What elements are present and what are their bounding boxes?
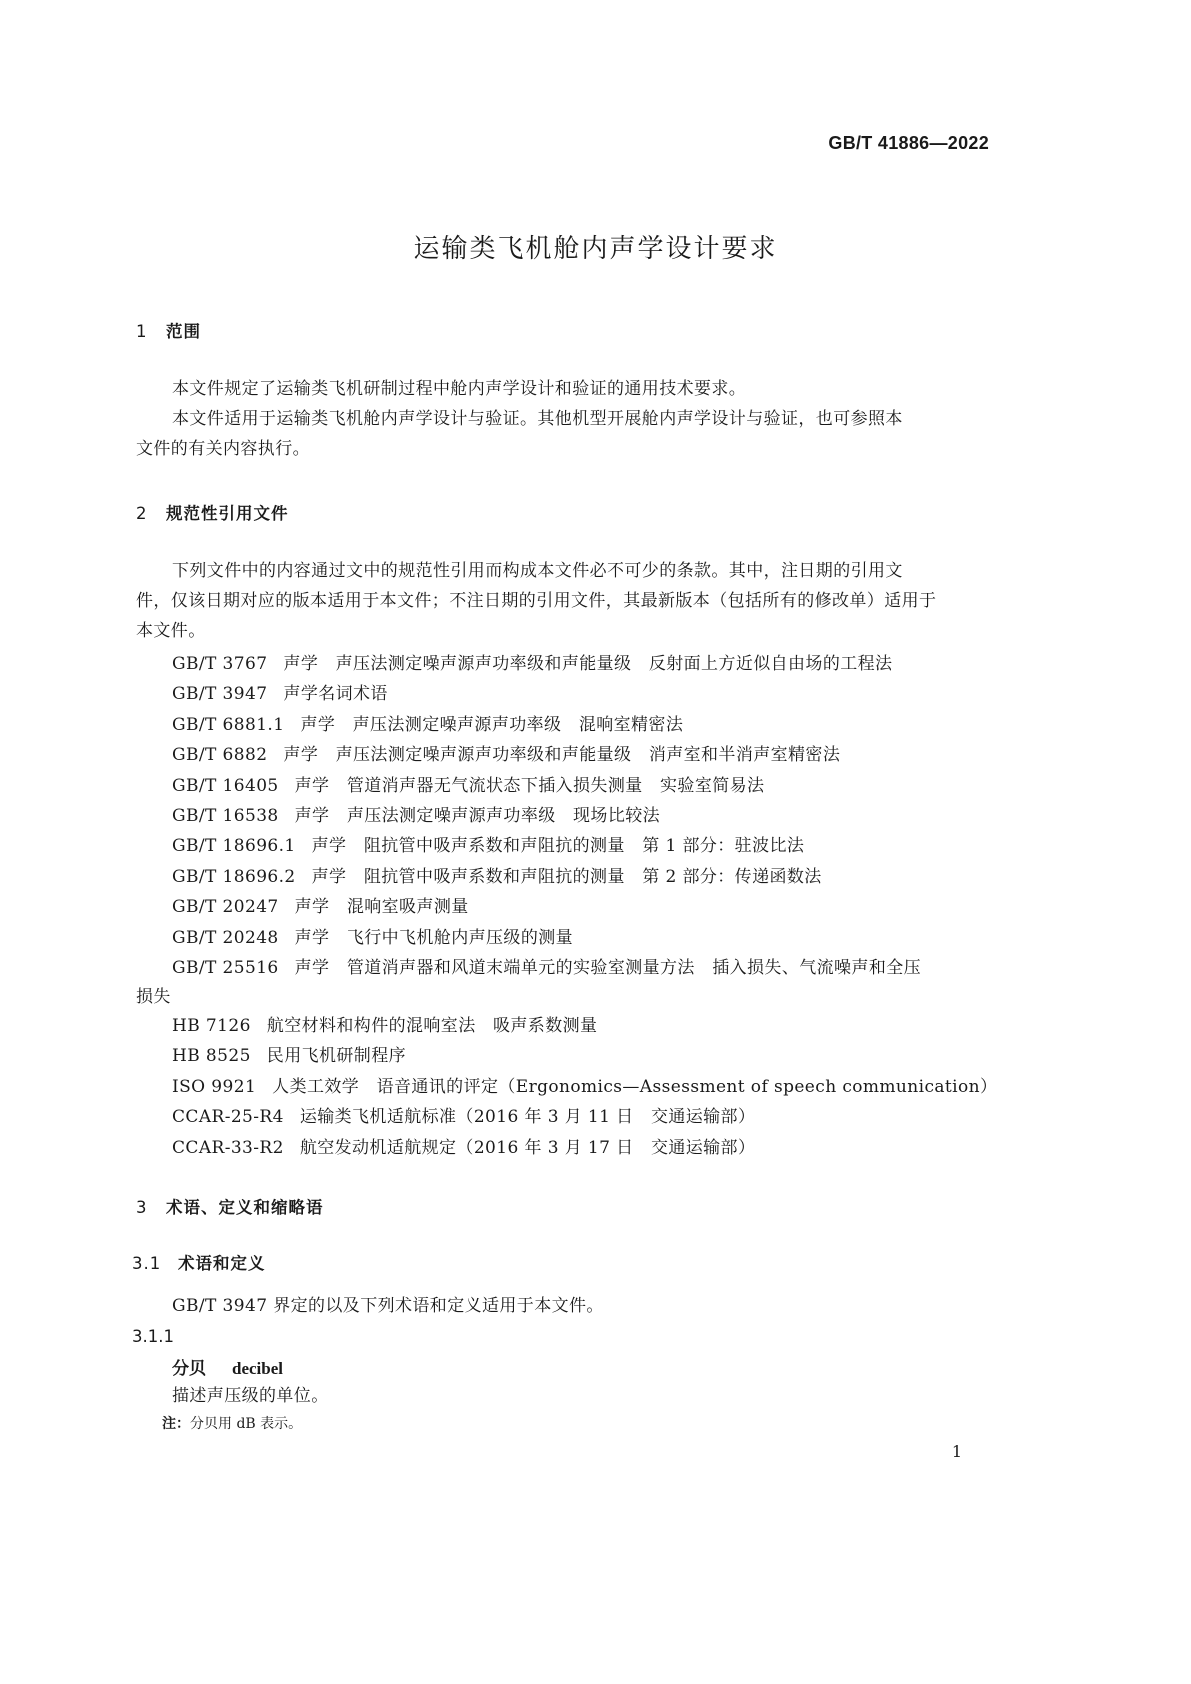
reference-title-continuation: 损失 [136, 987, 171, 1007]
section-3-number: 3 [136, 1198, 148, 1217]
term-entry [172, 1354, 283, 1379]
reference-item [172, 892, 921, 922]
reference-title: 运输类飞机适航标准（2016 年 3 月 11 日 交通运输部） [299, 1107, 756, 1128]
page-number: 1 [951, 1442, 962, 1461]
reference-item [172, 740, 921, 770]
reference-code: GB/T 3767 [172, 654, 268, 674]
reference-code: GB/T 3947 [172, 684, 268, 705]
reference-title: 声学 声压法测定噪声源声功率级 混响室精密法 [300, 714, 684, 735]
section-1-number: 1 [136, 322, 148, 341]
note-text: 分贝用 dB 表示。 [190, 1416, 303, 1432]
reference-list [172, 649, 921, 983]
reference-item [172, 1102, 997, 1132]
references-intro-line-3: 本文件。 [136, 621, 206, 641]
reference-title: 航空发动机适航规定（2016 年 3 月 17 日 交通运输部） [299, 1137, 756, 1158]
reference-code: GB/T 25516 [172, 957, 279, 978]
section-2-intro [136, 556, 1056, 646]
reference-item [172, 649, 921, 679]
reference-item [172, 771, 921, 801]
reference-code: GB/T 20248 [172, 927, 279, 948]
document-title: 运输类飞机舱内声学设计要求 [413, 234, 778, 264]
terms-intro: GB/T 3947 界定的以及下列术语和定义适用于本文件。 [172, 1296, 604, 1316]
section-2-number: 2 [136, 504, 148, 523]
section-2-heading [136, 500, 289, 524]
subsection-3-1-title: 术语和定义 [178, 1254, 266, 1273]
note-label: 注： [162, 1416, 190, 1432]
reference-code: GB/T 6881.1 [172, 714, 285, 735]
subsection-3-1-heading [132, 1250, 266, 1274]
reference-item [172, 953, 921, 983]
reference-title: 声学 混响室吸声测量 [294, 897, 469, 918]
reference-title: 声学 声压法测定噪声源声功率级和声能量级 消声室和半消声室精密法 [283, 745, 841, 766]
reference-item [172, 923, 921, 953]
reference-title: 声学 管道消声器和风道末端单元的实验室测量方法 插入损失、气流噪声和全压 [294, 957, 922, 978]
reference-list-continued [172, 1011, 997, 1163]
reference-title: 民用飞机研制程序 [266, 1046, 406, 1067]
reference-item [172, 710, 921, 740]
reference-item [172, 1011, 997, 1041]
reference-code: GB/T 18696.2 [172, 866, 296, 887]
term-note [162, 1413, 302, 1433]
reference-title: 声学 阻抗管中吸声系数和声阻抗的测量 第 2 部分：传递函数法 [311, 866, 822, 887]
reference-code: GB/T 6882 [172, 745, 268, 766]
reference-item [172, 801, 921, 831]
reference-item [172, 1133, 997, 1163]
section-1-heading [136, 318, 201, 342]
term-name-en: decibel [232, 1359, 283, 1378]
section-3-heading [136, 1194, 324, 1218]
reference-code: GB/T 18696.1 [172, 836, 296, 857]
section-2-title: 规范性引用文件 [166, 504, 289, 523]
subsection-3-1-number: 3.1 [132, 1254, 162, 1273]
reference-title: 人类工效学 语音通讯的评定（Ergonomics—Assessment of speech communication） [272, 1076, 998, 1097]
reference-title: 声学 阻抗管中吸声系数和声阻抗的测量 第 1 部分：驻波比法 [311, 836, 805, 857]
scope-paragraph-1: 本文件规定了运输类飞机研制过程中舱内声学设计和验证的通用技术要求。 [172, 379, 747, 399]
reference-title: 声学 声压法测定噪声源声功率级 现场比较法 [294, 805, 661, 826]
section-3-title: 术语、定义和缩略语 [166, 1198, 324, 1217]
reference-item [172, 679, 921, 709]
section-1-title: 范围 [166, 322, 201, 341]
section-1-body [136, 374, 1056, 464]
reference-code: GB/T 16538 [172, 805, 279, 826]
reference-code: CCAR-33-R2 [172, 1137, 284, 1158]
reference-code: HB 8525 [172, 1046, 251, 1067]
reference-title: 航空材料和构件的混响室法 吸声系数测量 [266, 1016, 598, 1036]
reference-title: 声学 飞行中飞机舱内声压级的测量 [294, 927, 574, 948]
standard-number: GB/T 41886—2022 [828, 133, 989, 153]
reference-code: HB 7126 [172, 1016, 251, 1036]
term-number: 3.1.1 [132, 1327, 174, 1346]
reference-title: 声学 管道消声器无气流状态下插入损失测量 实验室简易法 [294, 775, 765, 796]
reference-title: 声学 声压法测定噪声源声功率级和声能量级 反射面上方近似自由场的工程法 [283, 654, 893, 674]
reference-item [172, 1072, 997, 1102]
reference-item [172, 1041, 997, 1071]
reference-code: CCAR-25-R4 [172, 1107, 284, 1128]
term-name-zh: 分贝 [172, 1359, 206, 1379]
reference-title: 声学名词术语 [283, 684, 388, 705]
references-intro-line-2: 件，仅该日期对应的版本适用于本文件；不注日期的引用文件，其最新版本（包括所有的修改单）适用于 [136, 591, 937, 611]
reference-item [172, 862, 921, 892]
scope-paragraph-2: 本文件适用于运输类飞机舱内声学设计与验证。其他机型开展舱内声学设计与验证，也可参照本 [172, 409, 903, 429]
term-definition: 描述声压级的单位。 [172, 1386, 329, 1406]
references-intro-line-1: 下列文件中的内容通过文中的规范性引用而构成本文件必不可少的条款。其中，注日期的引用文 [172, 561, 903, 581]
reference-code: ISO 9921 [172, 1076, 257, 1097]
reference-item [172, 831, 921, 861]
reference-code: GB/T 20247 [172, 897, 279, 918]
reference-code: GB/T 16405 [172, 775, 279, 796]
scope-paragraph-2-cont: 文件的有关内容执行。 [136, 439, 310, 459]
